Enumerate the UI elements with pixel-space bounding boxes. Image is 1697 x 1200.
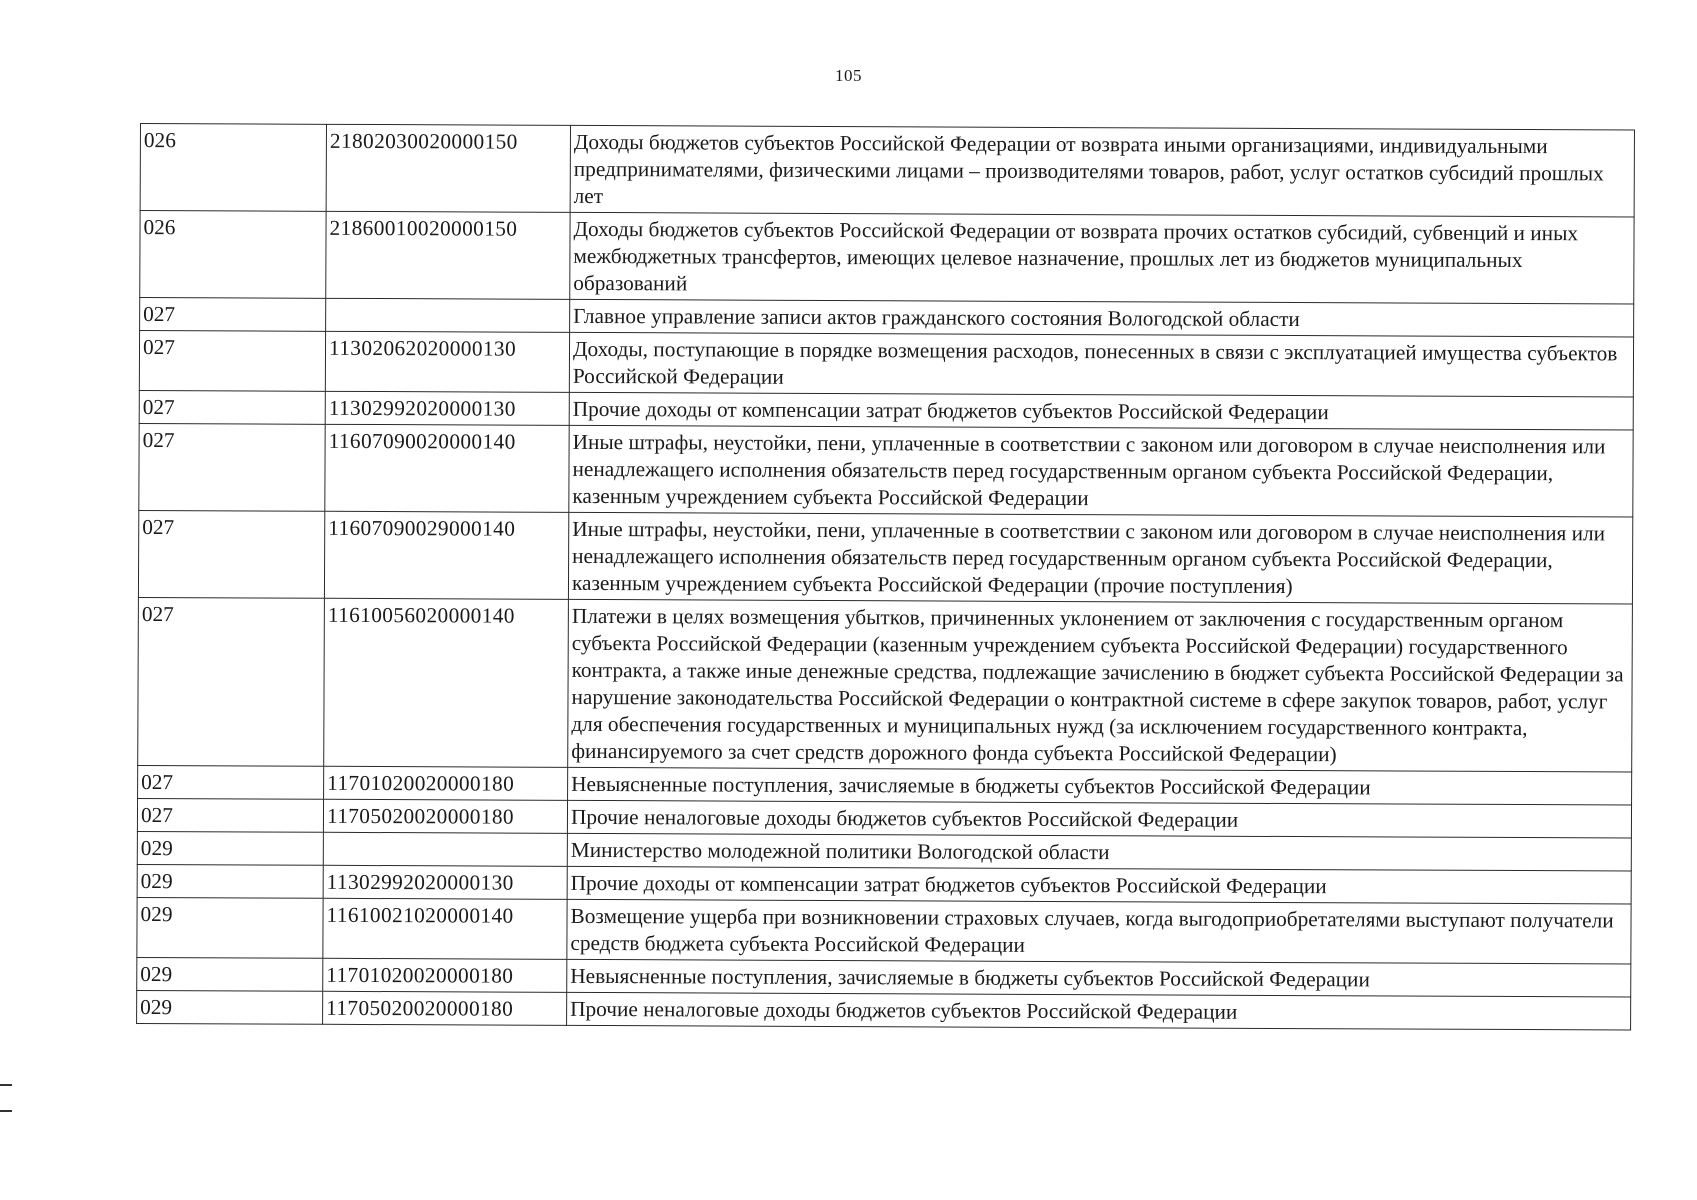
revenue-code-cell (323, 832, 567, 866)
table-row (140, 124, 1634, 218)
description-cell: Прочие доходы от компенсации затрат бюджетов субъектов Российской Федерации (569, 392, 1633, 430)
admin-code-cell: 029 (137, 864, 323, 898)
admin-code-cell: 027 (139, 423, 325, 511)
page-number: 105 (835, 66, 862, 85)
revenue-code-cell: 21802030020000150 (326, 124, 570, 212)
revenue-code-cell: 11302992020000130 (323, 865, 567, 899)
admin-code-cell: 027 (138, 597, 325, 766)
revenue-code-cell: 11610056020000140 (324, 598, 569, 767)
revenue-code-cell (326, 298, 570, 332)
description-cell: Доходы бюджетов субъектов Российской Федерации от возврата иными организациями, индивидуальными предпринимателями, физическими лицами – производителями товаров, работ, услуг остатков субсидий прошлых лет (570, 125, 1634, 217)
description-cell: Прочие неналоговые доходы бюджетов субъектов Российской Федерации (567, 992, 1631, 1030)
table-row (138, 597, 1633, 772)
revenue-code-cell: 11705020020000180 (323, 991, 567, 1025)
revenue-code-cell: 11705020020000180 (323, 799, 567, 833)
admin-code-cell: 029 (137, 990, 323, 1024)
description-cell: Доходы бюджетов субъектов Российской Федерации от возврата прочих остатков субсидий, субвенций и иных межбюджетных трансфертов, имеющих целевое назначение, прошлых лет из бюджетов муниципальных образований (570, 212, 1634, 304)
table-row (137, 897, 1631, 964)
admin-code-cell: 029 (137, 897, 323, 958)
admin-code-cell: 026 (140, 124, 326, 212)
admin-code-cell: 029 (137, 957, 323, 991)
description-cell: Невыясненные поступления, зачисляемые в бюджеты субъектов Российской Федерации (568, 767, 1632, 805)
description-cell: Платежи в целях возмещения убытков, причиненных уклонением от заключения с государственным органом субъекта Российской Федерации (казенным учреждением субъекта Российской Федерации) государственного контракта, а также иные денежные средства, подлежащие зачислению в бюджет субъекта Российской Федерации за нарушение законодательства Российской Федерации о контрактной системе в сфере закупок товаров, работ, услуг для обеспечения государственных и муниципальных нужд (за исключением государственного контракта, финансируемого за счет средств дорожного фонда субъекта Российской Федерации) (568, 599, 1633, 772)
description-cell: Иные штрафы, неустойки, пени, уплаченные в соответствии с законом или договором в случае неисполнения или ненадлежащего исполнения обязательств перед государственным органом субъекта Российской Федерации, казенным учреждением субъекта Российской Федерации (569, 425, 1633, 517)
admin-code-cell: 027 (138, 765, 324, 799)
admin-code-cell: 027 (140, 298, 326, 332)
description-cell: Главное управление записи актов гражданского состояния Вологодской области (570, 299, 1634, 337)
table-row (138, 510, 1632, 604)
revenue-codes-sheet (136, 123, 1635, 1031)
admin-code-cell: 027 (139, 331, 325, 392)
revenue-code-cell: 11701020020000180 (324, 766, 568, 800)
description-cell: Возмещение ущерба при возникновении страховых случаев, когда выгодоприобретателями выступают получатели средств бюджета субъекта Российской Федерации (567, 899, 1631, 964)
description-cell: Прочие неналоговые доходы бюджетов субъектов Российской Федерации (567, 800, 1631, 838)
revenue-code-cell: 11610021020000140 (323, 898, 567, 959)
revenue-code-cell: 11701020020000180 (323, 958, 567, 992)
margin-mark (0, 1084, 12, 1086)
revenue-code-cell: 11607090029000140 (324, 511, 568, 599)
revenue-code-cell: 21860010020000150 (326, 211, 570, 299)
revenue-code-cell: 11302062020000130 (325, 331, 569, 392)
table-row (140, 211, 1634, 305)
description-cell: Иные штрафы, неустойки, пени, уплаченные в соответствии с законом или договором в случае неисполнения или ненадлежащего исполнения обязательств перед государственным органом субъекта Российской Федерации, казенным учреждением субъекта Российской Федерации (прочие поступления) (568, 512, 1632, 604)
revenue-code-cell: 11302992020000130 (325, 391, 569, 425)
description-cell: Доходы, поступающие в порядке возмещения расходов, понесенных в связи с эксплуатацией имущества субъектов Российской Федерации (569, 332, 1633, 397)
description-cell: Прочие доходы от компенсации затрат бюджетов субъектов Российской Федерации (567, 866, 1631, 904)
description-cell: Невыясненные поступления, зачисляемые в бюджеты субъектов Российской Федерации (567, 959, 1631, 997)
description-cell: Министерство молодежной политики Вологодской области (567, 833, 1631, 871)
admin-code-cell: 027 (139, 390, 325, 424)
admin-code-cell: 026 (140, 211, 326, 299)
revenue-codes-table (136, 123, 1635, 1031)
admin-code-cell: 027 (138, 510, 324, 598)
revenue-code-cell: 11607090020000140 (325, 424, 569, 512)
admin-code-cell: 027 (137, 798, 323, 832)
margin-mark (0, 1110, 12, 1112)
table-row (139, 423, 1633, 517)
admin-code-cell: 029 (137, 831, 323, 865)
table-row (139, 331, 1633, 398)
table-row (137, 990, 1631, 1030)
